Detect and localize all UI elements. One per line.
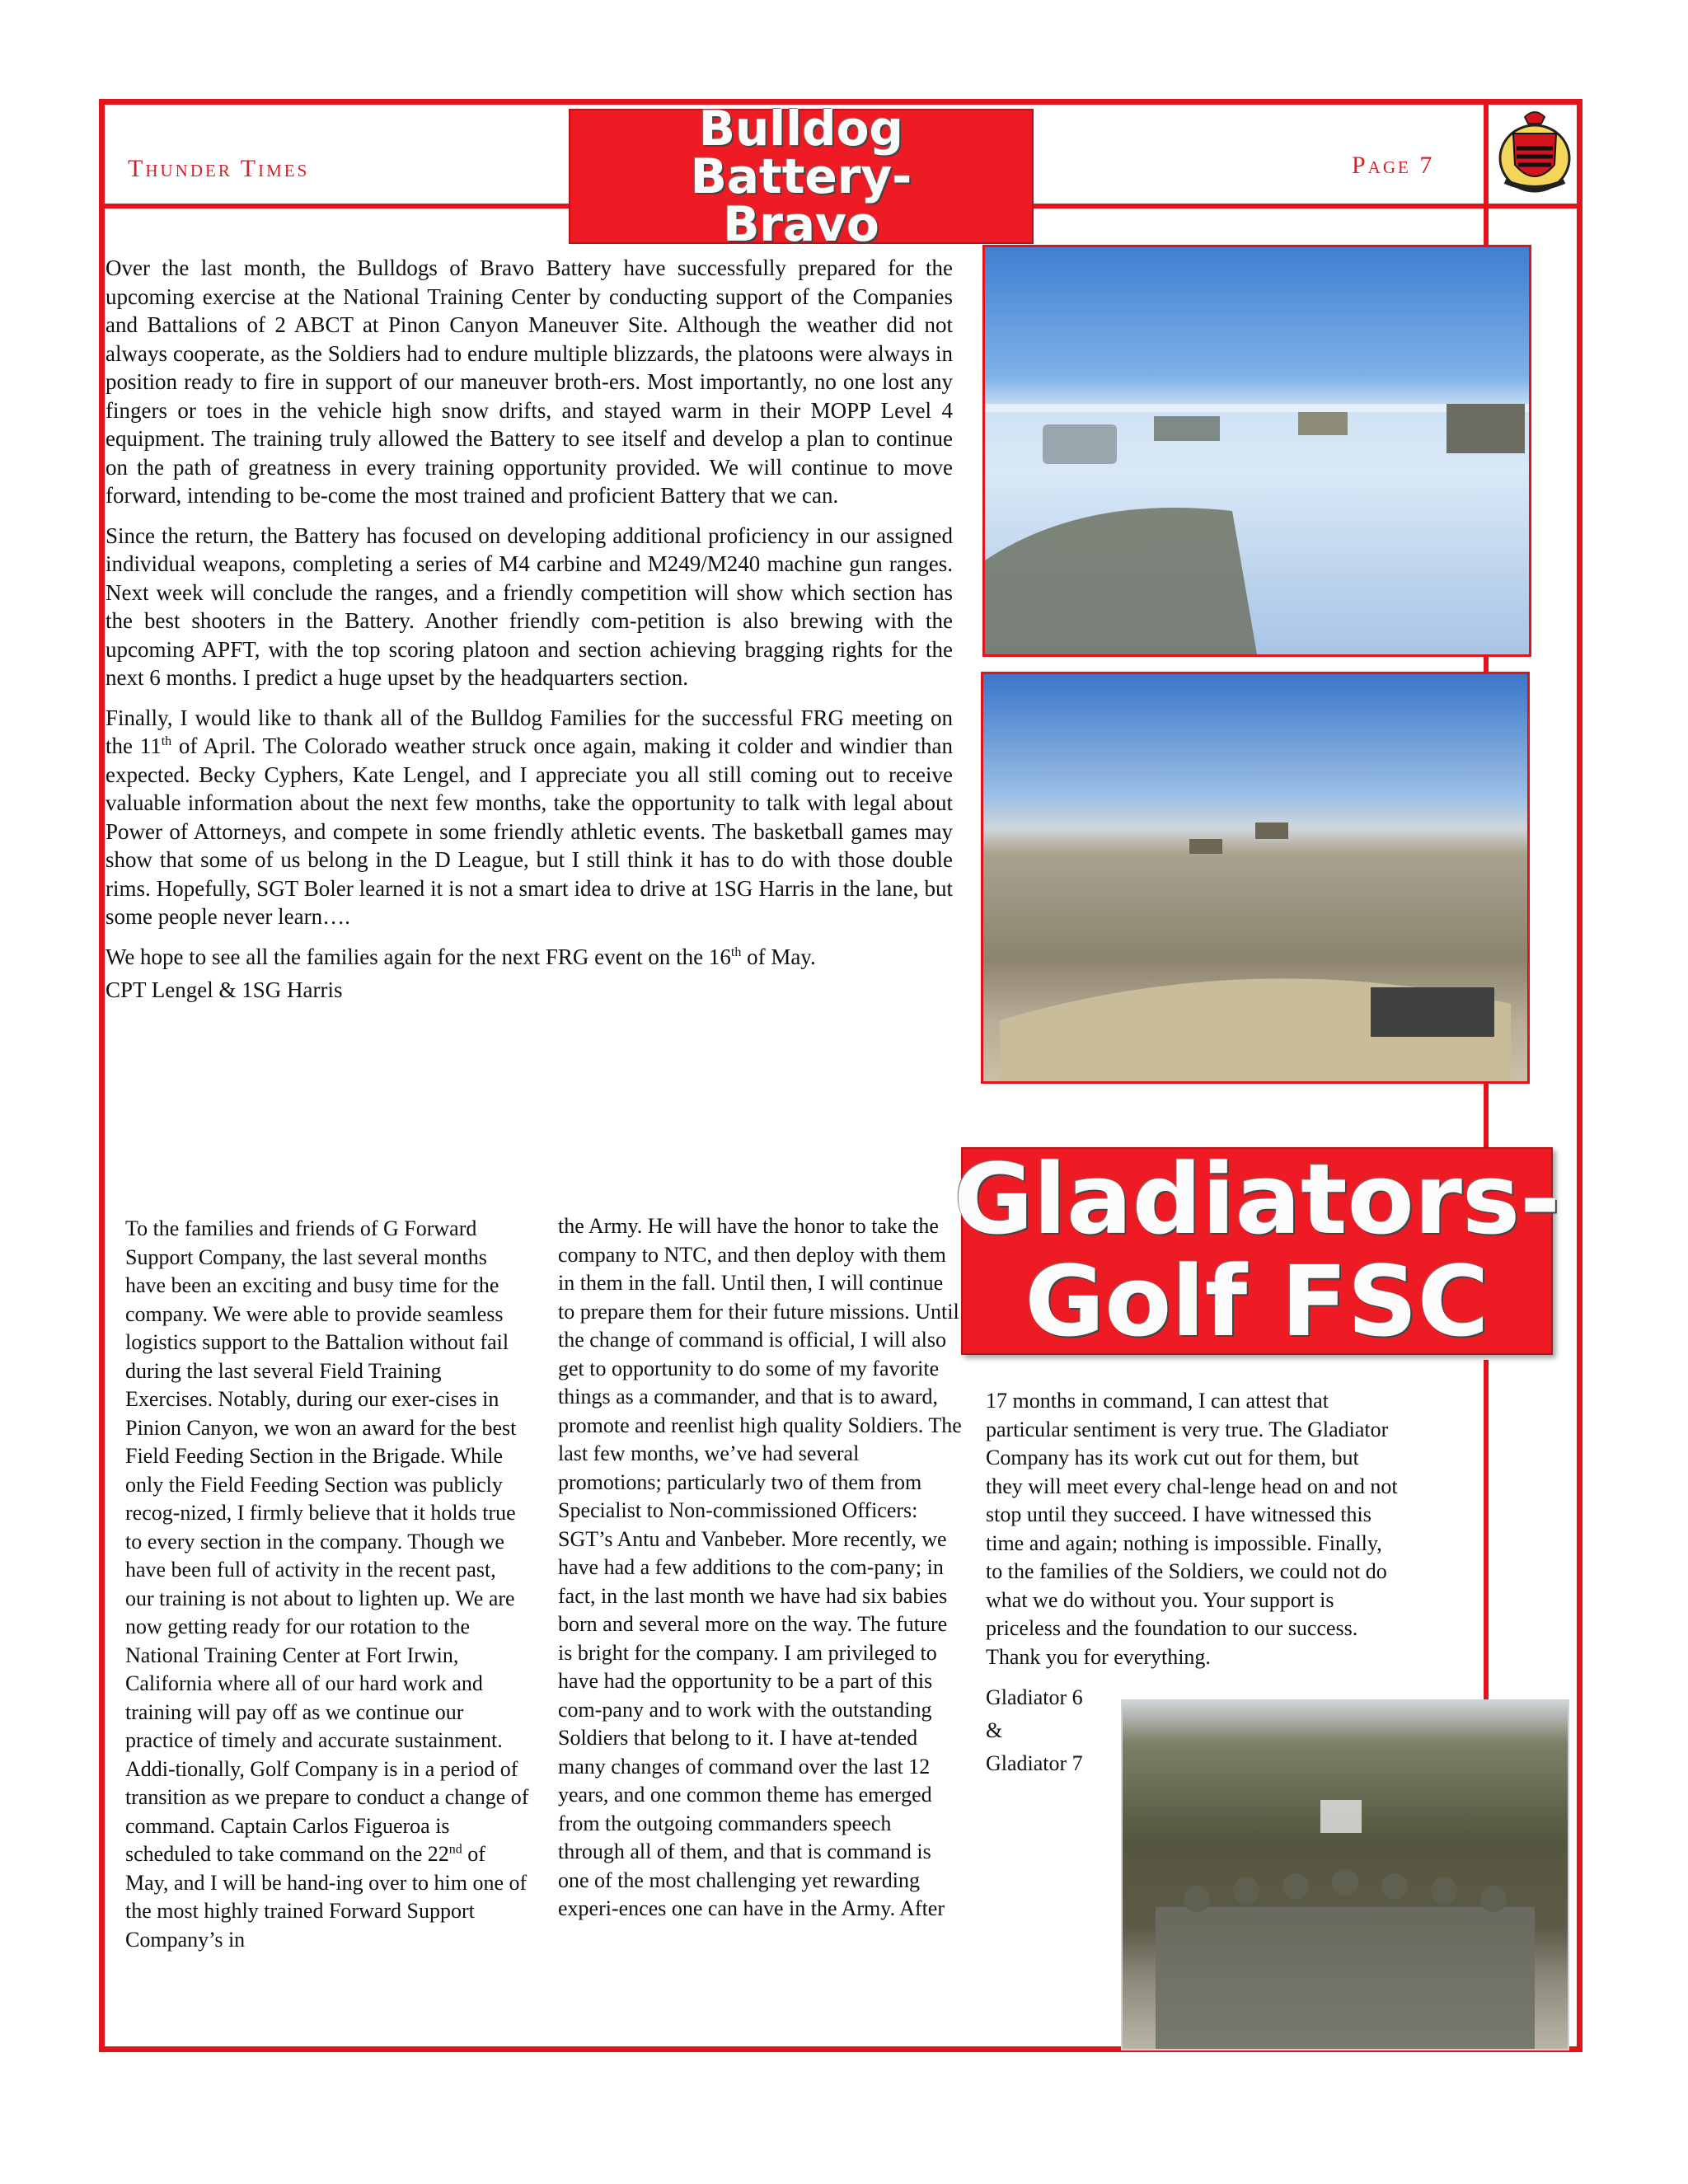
golf-column-2 xyxy=(558,1212,962,1924)
bravo-paragraph-1: Over the last month, the Bulldogs of Bravo Battery have successfully prepared for the upcoming exercise at the National Training Center by conducting support of the Companies and Battalions of 2 ABCT at Pinon Canyon Maneuver Site. Although the weather did not always cooperate, as the Soldiers had to endure multiple blizzards, the platoons were always in position ready to fire in support of our maneuver broth-ers. Most importantly, no one lost any fingers or toes in the vehicle high snow drifts, and stayed warm in their MOPP Level 4 equipment. The training truly allowed the Battery to see itself and develop a plan to continue on the path of greatness in every training opportunity provided. We will continue to move forward, intending to be-come the most trained and proficient Battery that we can. xyxy=(106,255,953,508)
banner-line: Battery- xyxy=(690,148,912,204)
banner-line: Gladiators- xyxy=(953,1142,1561,1257)
golf-col1-text: To the families and friends of G Forward Support Company, the last several months have been an exciting and busy time for the company. We were able to provide seamless logistics support to the Battalion without fail during the last several Field Training Exercises. Notably, during our exer-cises in Pinion Canyon, we won an award for the best Field Feeding Section in the Brigade. While only the Field Feeding Section was publicly recog-nized, I firmly believe that it holds true to every section in the company. Though we have been full of activity in the recent past, our training is not about to lighten up. We are now getting ready for our rotation to the National Training Center at Fort Irwin, California where all of our hard work and training will pay off as we continue our practice of timely and accurate sustainment. Addi-tionally, Golf Company is in a period of transition as we prepare to conduct a change of command. Captain Carlos Figueroa is scheduled to take command on the 22nd of May, and I will be hand-ing over to him one of the most highly trained Forward Support Company’s in xyxy=(125,1216,529,1952)
bravo-paragraph-2: Since the return, the Battery has focused on developing additional proficiency in our assigned individual weapons, completing a series of M4 carbine and M249/M240 machine gun ranges. Next week will conclude the ranges, and a friendly competition will show which section has the best shooters in the Battery. Another friendly com-petition is also brewing with the upcoming APFT, with the top scoring platoon and section achieving bragging rights for the next 6 months. I predict a huge upset by the headquarters section. xyxy=(106,523,953,690)
bravo-paragraph-4: We hope to see all the families again for the next FRG event on the 16th of May. xyxy=(106,944,816,969)
gladiators-golf-banner xyxy=(953,1142,1561,1358)
signature-line-1: Gladiator 6 xyxy=(986,1685,1083,1709)
desert-convoy-photo xyxy=(981,672,1530,1084)
banner-line: Bravo xyxy=(723,196,879,252)
banner-line: Bulldog xyxy=(698,101,904,157)
crest-icon xyxy=(1493,105,1576,198)
page-number: Page 7 xyxy=(1352,152,1435,179)
signature-line-3: Gladiator 7 xyxy=(986,1751,1083,1775)
soldiers-group-photo xyxy=(1121,1699,1569,2050)
golf-column-1 xyxy=(125,1215,529,1954)
banner-line: Golf FSC xyxy=(1025,1244,1489,1358)
bravo-signature: CPT Lengel & 1SG Harris xyxy=(106,977,343,1002)
bulldog-battery-banner xyxy=(569,101,1034,252)
bravo-article xyxy=(106,254,953,1016)
signature-line-2: & xyxy=(986,1718,1003,1742)
header-divider xyxy=(1484,99,1489,210)
bravo-paragraph-3: Finally, I would like to thank all of the Bulldog Families for the successful FRG meeting on the 11th of April. The Colorado weather struck once again, making it colder and windier than expected. Becky Cyphers, Kate Lengel, and I appreciate you all still coming out to receive valuable information about the next few months, take the opportunity to talk with legal about Power of Attorneys, and compete in some friendly athletic events. The basketball games may show that some of us belong in the D League, but I still think it has to do with those double rims. Hopefully, SGT Boler learned it is not a smart idea to drive at 1SG Harris in the lane, but some people never learn…. xyxy=(106,705,954,929)
golf-col2-text: the Army. He will have the honor to take the company to NTC, and then deploy with them in them in the fall. Until then, I will continue to prepare them for their future missions. Until the change of command is official, I will also get to opportunity to do some of my favorite things as a commander, and that is to award, promote and reenlist high quality Soldiers. The last few months, we’ve had several promotions; particularly two of them from Specialist to Non-commissioned Officers: SGT’s Antu and Vanbeber. More recently, we have had a few additions to the com-pany; in fact, in the last month we have had six babies born and several more on the way. The future is bright for the company. I am privileged to have had the opportunity to be a part of this com-pany and to work with the outstanding Soldiers that belong to it. I have at-tended many changes of command over the last 12 years, and one common theme has emerged from the outgoing commanders speech through all of them, and that is command is one of the most challenging yet rewarding experi-ences one can have in the Army. After xyxy=(558,1214,962,1920)
newsletter-name: Thunder Times xyxy=(128,155,310,182)
snow-convoy-photo xyxy=(982,245,1531,657)
golf-col3-text: 17 months in command, I can attest that particular sentiment is very true. The Gladiator Company has its work cut out for them, but they will meet every chal-lenge head on and not stop until they succeed. I have witnessed this time and again; nothing is impossible. Finally, to the families of the Soldiers, we could not do what we do without you. Your support is priceless and the foundation to our success. Thank you for everything. xyxy=(986,1389,1398,1669)
